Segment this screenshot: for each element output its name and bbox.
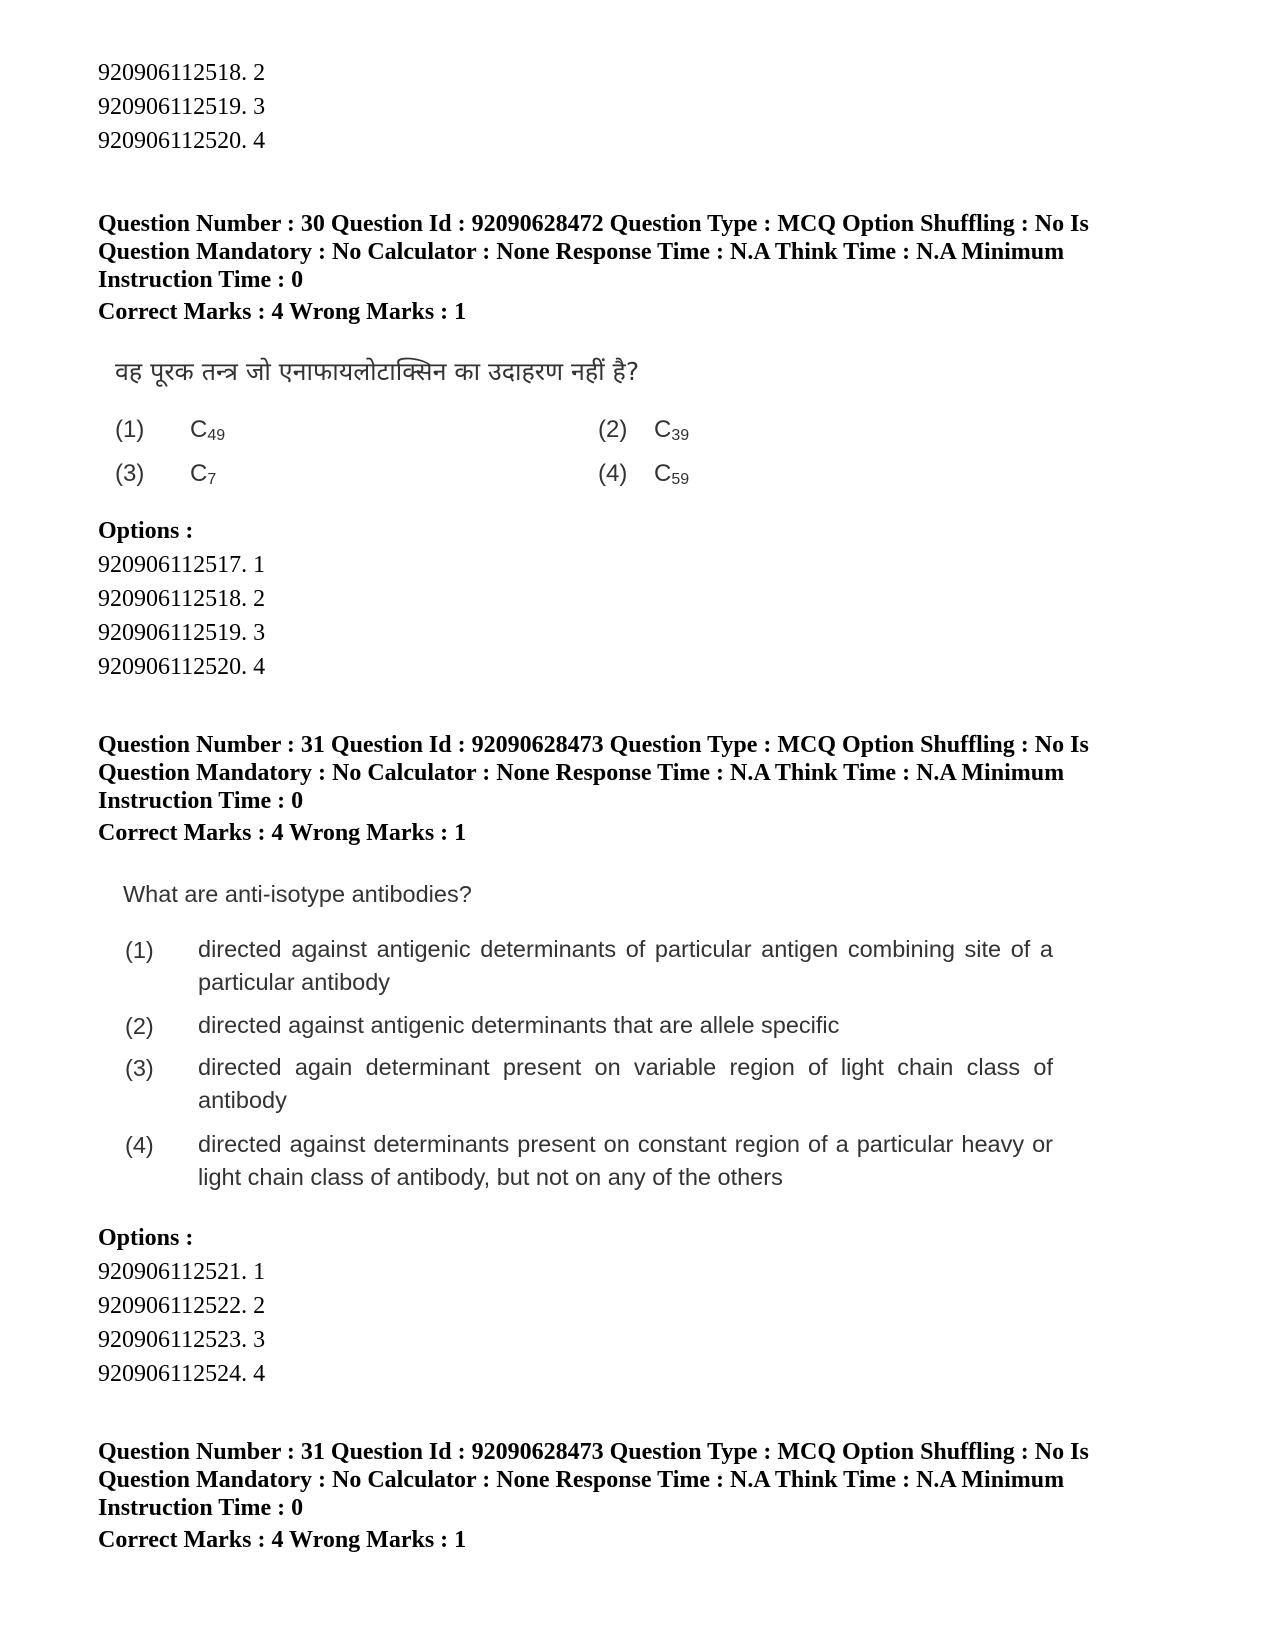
- option-line: 920906112522. 2: [98, 1293, 266, 1319]
- option-line: 920906112524. 4: [98, 1361, 266, 1387]
- option-line: 920906112517. 1: [98, 552, 266, 578]
- marks-line: Correct Marks : 4 Wrong Marks : 1: [98, 820, 467, 846]
- question-header-line: Instruction Time : 0: [98, 1495, 304, 1521]
- option-line: 920906112521. 1: [98, 1259, 266, 1285]
- choice-value: $C_{49}$: [190, 416, 226, 444]
- choice-number: (4): [125, 1132, 154, 1158]
- question-header: [98, 210, 1158, 294]
- choice-number: (4): [598, 460, 628, 487]
- question-text: What are anti-isotype antibodies?: [123, 881, 472, 907]
- choice-value: $C_7$: [190, 460, 217, 488]
- choice-value: $C_{39}$: [654, 416, 690, 444]
- question-header-line: Question Number : 30 Question Id : 92090628472 Question Type : MCQ Option Shuffling : No Is: [98, 211, 1089, 237]
- option-line: 920906112520. 4: [98, 654, 266, 680]
- option-line: 920906112519. 3: [98, 620, 266, 646]
- choice-number: (2): [125, 1013, 154, 1039]
- choice-number: (3): [125, 1055, 154, 1081]
- options-label: Options :: [98, 1225, 194, 1251]
- option-line: 920906112518. 2: [98, 60, 266, 86]
- choice-text: directed against antigenic determinants of particular antigen combining site of a particular antibody: [198, 936, 1053, 995]
- choice-number: (2): [598, 416, 628, 443]
- question-header-line: Question Mandatory : No Calculator : None Response Time : N.A Think Time : N.A Minimum: [98, 1467, 1065, 1493]
- question-header: [98, 1438, 1158, 1522]
- choice-number: (1): [115, 416, 145, 443]
- question-text: वह पूरक तन्त्र जो एनाफायलोटाक्सिन का उदाहरण नहीं है?: [115, 357, 640, 386]
- marks-line: Correct Marks : 4 Wrong Marks : 1: [98, 1527, 467, 1553]
- question-header-line: Question Number : 31 Question Id : 92090628473 Question Type : MCQ Option Shuffling : No Is: [98, 732, 1089, 758]
- option-line: 920906112520. 4: [98, 128, 266, 154]
- choice-value: $C_{59}$: [654, 460, 690, 488]
- choice-text: directed against determinants present on constant region of a particular heavy or light chain class of antibody, but not on any of the others: [198, 1131, 1053, 1190]
- question-header-line: Question Mandatory : No Calculator : None Response Time : N.A Think Time : N.A Minimum: [98, 239, 1065, 265]
- question-header-line: Instruction Time : 0: [98, 267, 304, 293]
- choice-text: directed again determinant present on variable region of light chain class of antibody: [198, 1054, 1053, 1113]
- question-header-line: Instruction Time : 0: [98, 788, 304, 814]
- choice-number: (3): [115, 460, 145, 487]
- option-line: 920906112518. 2: [98, 586, 266, 612]
- option-line: 920906112519. 3: [98, 94, 266, 120]
- choice-text: directed against antigenic determinants that are allele specific: [198, 1012, 840, 1038]
- option-line: 920906112523. 3: [98, 1327, 266, 1353]
- options-label: Options :: [98, 518, 194, 544]
- question-header: [98, 731, 1158, 815]
- marks-line: Correct Marks : 4 Wrong Marks : 1: [98, 299, 467, 325]
- question-header-line: Question Number : 31 Question Id : 92090628473 Question Type : MCQ Option Shuffling : No Is: [98, 1439, 1089, 1465]
- choice-number: (1): [125, 937, 154, 963]
- question-header-line: Question Mandatory : No Calculator : None Response Time : N.A Think Time : N.A Minimum: [98, 760, 1065, 786]
